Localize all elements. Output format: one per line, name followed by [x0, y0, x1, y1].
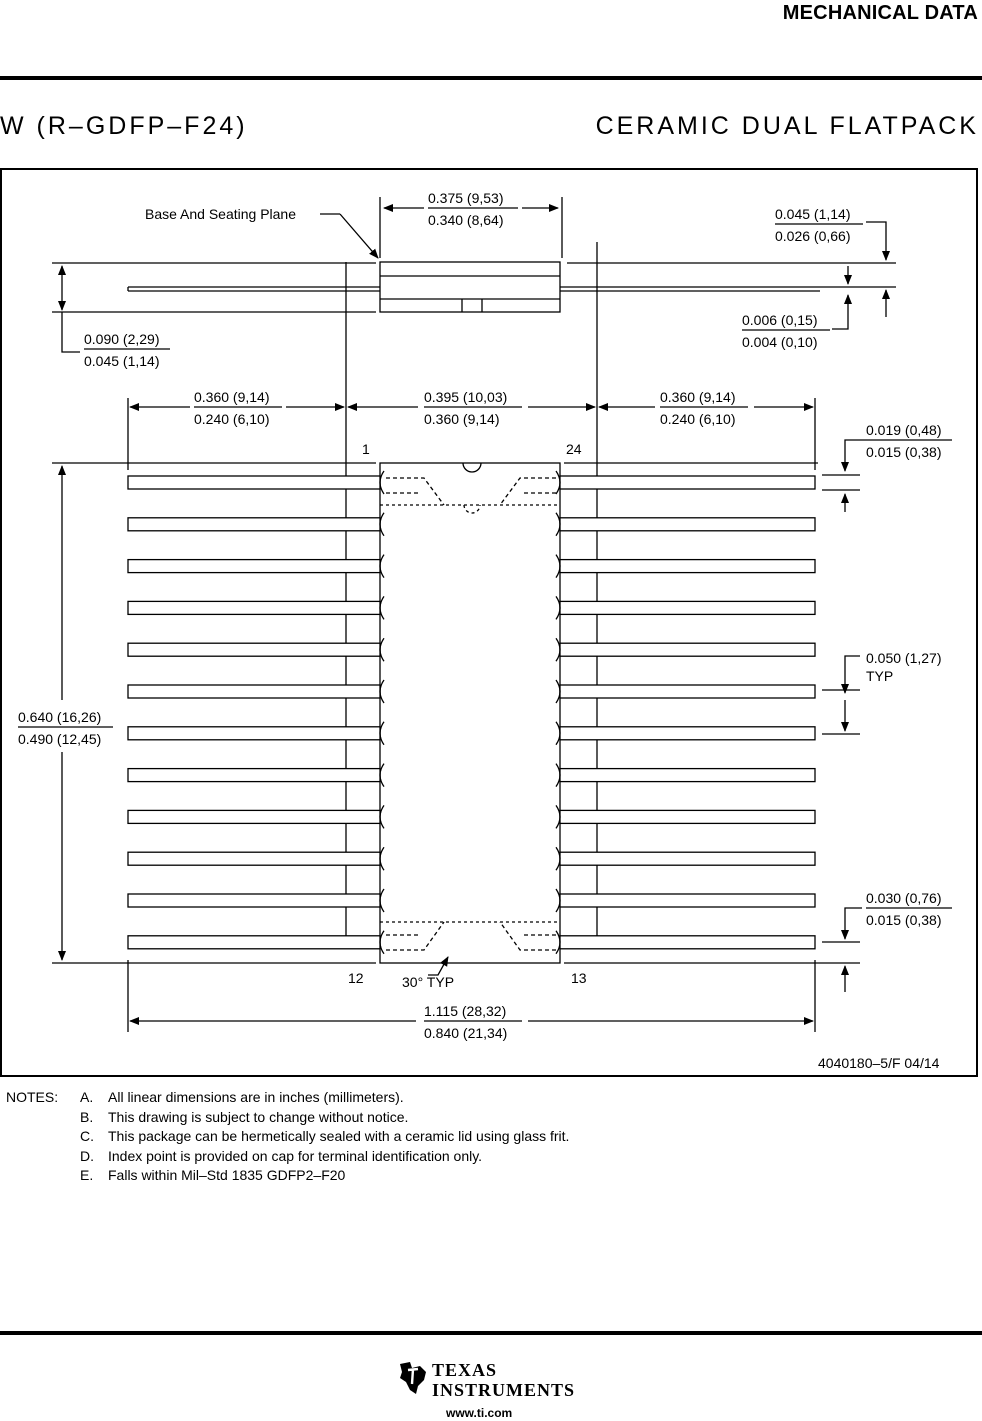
- angle-label: 30° TYP: [402, 974, 455, 990]
- dim-lead-length-left-min: 0.240 (6,10): [194, 411, 270, 427]
- lead-left: [128, 894, 380, 907]
- dim-body-width-max: 0.395 (10,03): [424, 389, 508, 405]
- dim-overall-max: 1.115 (28,32): [424, 1003, 507, 1019]
- lead-left: [128, 643, 380, 656]
- lead-right: [560, 601, 815, 614]
- note-letter: A.: [80, 1089, 94, 1105]
- lead-left: [128, 852, 380, 865]
- dim-end-max: 0.030 (0,76): [866, 890, 942, 906]
- lead-left: [128, 476, 380, 489]
- lead-left: [128, 769, 380, 782]
- dim-end-min: 0.015 (0,38): [866, 912, 942, 928]
- ti-logo-icon: [396, 1360, 430, 1396]
- lead-right: [560, 643, 815, 656]
- pin-13-label: 13: [571, 970, 587, 986]
- dim-pitch: 0.050 (1,27): [866, 650, 942, 666]
- dim-body-length-min: 0.340 (8,64): [428, 212, 504, 228]
- ti-brand[interactable]: [396, 1356, 596, 1406]
- note-letter: C.: [80, 1128, 94, 1144]
- dim-lead-thickness-max: 0.006 (0,15): [742, 312, 818, 328]
- lead-right: [560, 894, 815, 907]
- dim-overall-min: 0.840 (21,34): [424, 1025, 508, 1041]
- note-letter: E.: [80, 1167, 94, 1183]
- note-text: All linear dimensions are in inches (millimeters).: [108, 1089, 404, 1105]
- lead-right: [560, 852, 815, 865]
- dim-body-width-min: 0.360 (9,14): [424, 411, 500, 427]
- dim-height-max: 0.090 (2,29): [84, 331, 160, 347]
- brand-line-1: TEXAS: [432, 1360, 498, 1380]
- notes-block: [6, 1088, 569, 1186]
- dim-lead-width-max: 0.019 (0,48): [866, 422, 942, 438]
- note-a: [6, 1088, 569, 1108]
- lead-left: [128, 518, 380, 531]
- dim-body-length-max: 0.375 (9,53): [428, 190, 504, 206]
- dim-pitch-typ: TYP: [866, 668, 894, 684]
- dim-lead-length-right-min: 0.240 (6,10): [660, 411, 736, 427]
- note-text: This drawing is subject to change without notice.: [108, 1108, 409, 1125]
- lead-right: [560, 810, 815, 823]
- website-link[interactable]: www.ti.com: [446, 1406, 513, 1420]
- lead-left: [128, 810, 380, 823]
- lead-left: [128, 685, 380, 698]
- note-e: [6, 1166, 569, 1186]
- brand-line-2: INSTRUMENTS: [432, 1380, 576, 1400]
- note-letter: D.: [80, 1147, 94, 1164]
- lead-left: [128, 601, 380, 614]
- dim-lid-max: 0.045 (1,14): [775, 206, 851, 222]
- top-view: [52, 242, 866, 1032]
- note-letter: B.: [80, 1108, 94, 1125]
- lead-right: [560, 769, 815, 782]
- bottom-rule: [0, 1331, 982, 1335]
- dim-body-height-min: 0.490 (12,45): [18, 731, 102, 747]
- pin-1-label: 1: [362, 441, 370, 457]
- dim-body-height-max: 0.640 (16,26): [18, 709, 102, 725]
- dim-lead-length-right-max: 0.360 (9,14): [660, 389, 736, 405]
- lead-right: [560, 560, 815, 573]
- package-name: CERAMIC DUAL FLATPACK: [595, 112, 979, 140]
- dim-lid-min: 0.026 (0,66): [775, 228, 851, 244]
- pin-24-label: 24: [566, 441, 582, 457]
- dim-height-min: 0.045 (1,14): [84, 353, 160, 369]
- lead-right: [560, 936, 815, 949]
- dim-lead-length-left-max: 0.360 (9,14): [194, 389, 270, 405]
- note-text: Falls within Mil–Std 1835 GDFP2–F20: [108, 1167, 346, 1183]
- lead-left: [128, 936, 380, 949]
- note-c: [6, 1127, 569, 1147]
- note-text: Index point is provided on cap for terminal identification only.: [108, 1147, 483, 1164]
- package-code: W (R–GDFP–F24): [0, 112, 248, 140]
- lead-left: [128, 560, 380, 573]
- lead-right: [560, 727, 815, 740]
- pin-12-label: 12: [348, 970, 364, 986]
- note-b: [6, 1108, 569, 1128]
- note-d: [6, 1147, 569, 1167]
- lead-right: [560, 518, 815, 531]
- lead-right: [560, 476, 815, 489]
- lead-left: [128, 727, 380, 740]
- drawing-id: 4040180–5/F 04/14: [818, 1055, 940, 1071]
- note-text: This package can be hermetically sealed with a ceramic lid using glass frit.: [108, 1128, 570, 1144]
- lead-right: [560, 685, 815, 698]
- dim-lead-width-min: 0.015 (0,38): [866, 444, 942, 460]
- seating-plane-label: Base And Seating Plane: [145, 206, 297, 222]
- dim-lead-thickness-min: 0.004 (0,10): [742, 334, 818, 350]
- notes-label: NOTES:: [6, 1089, 59, 1105]
- section-header: MECHANICAL DATA: [782, 2, 978, 24]
